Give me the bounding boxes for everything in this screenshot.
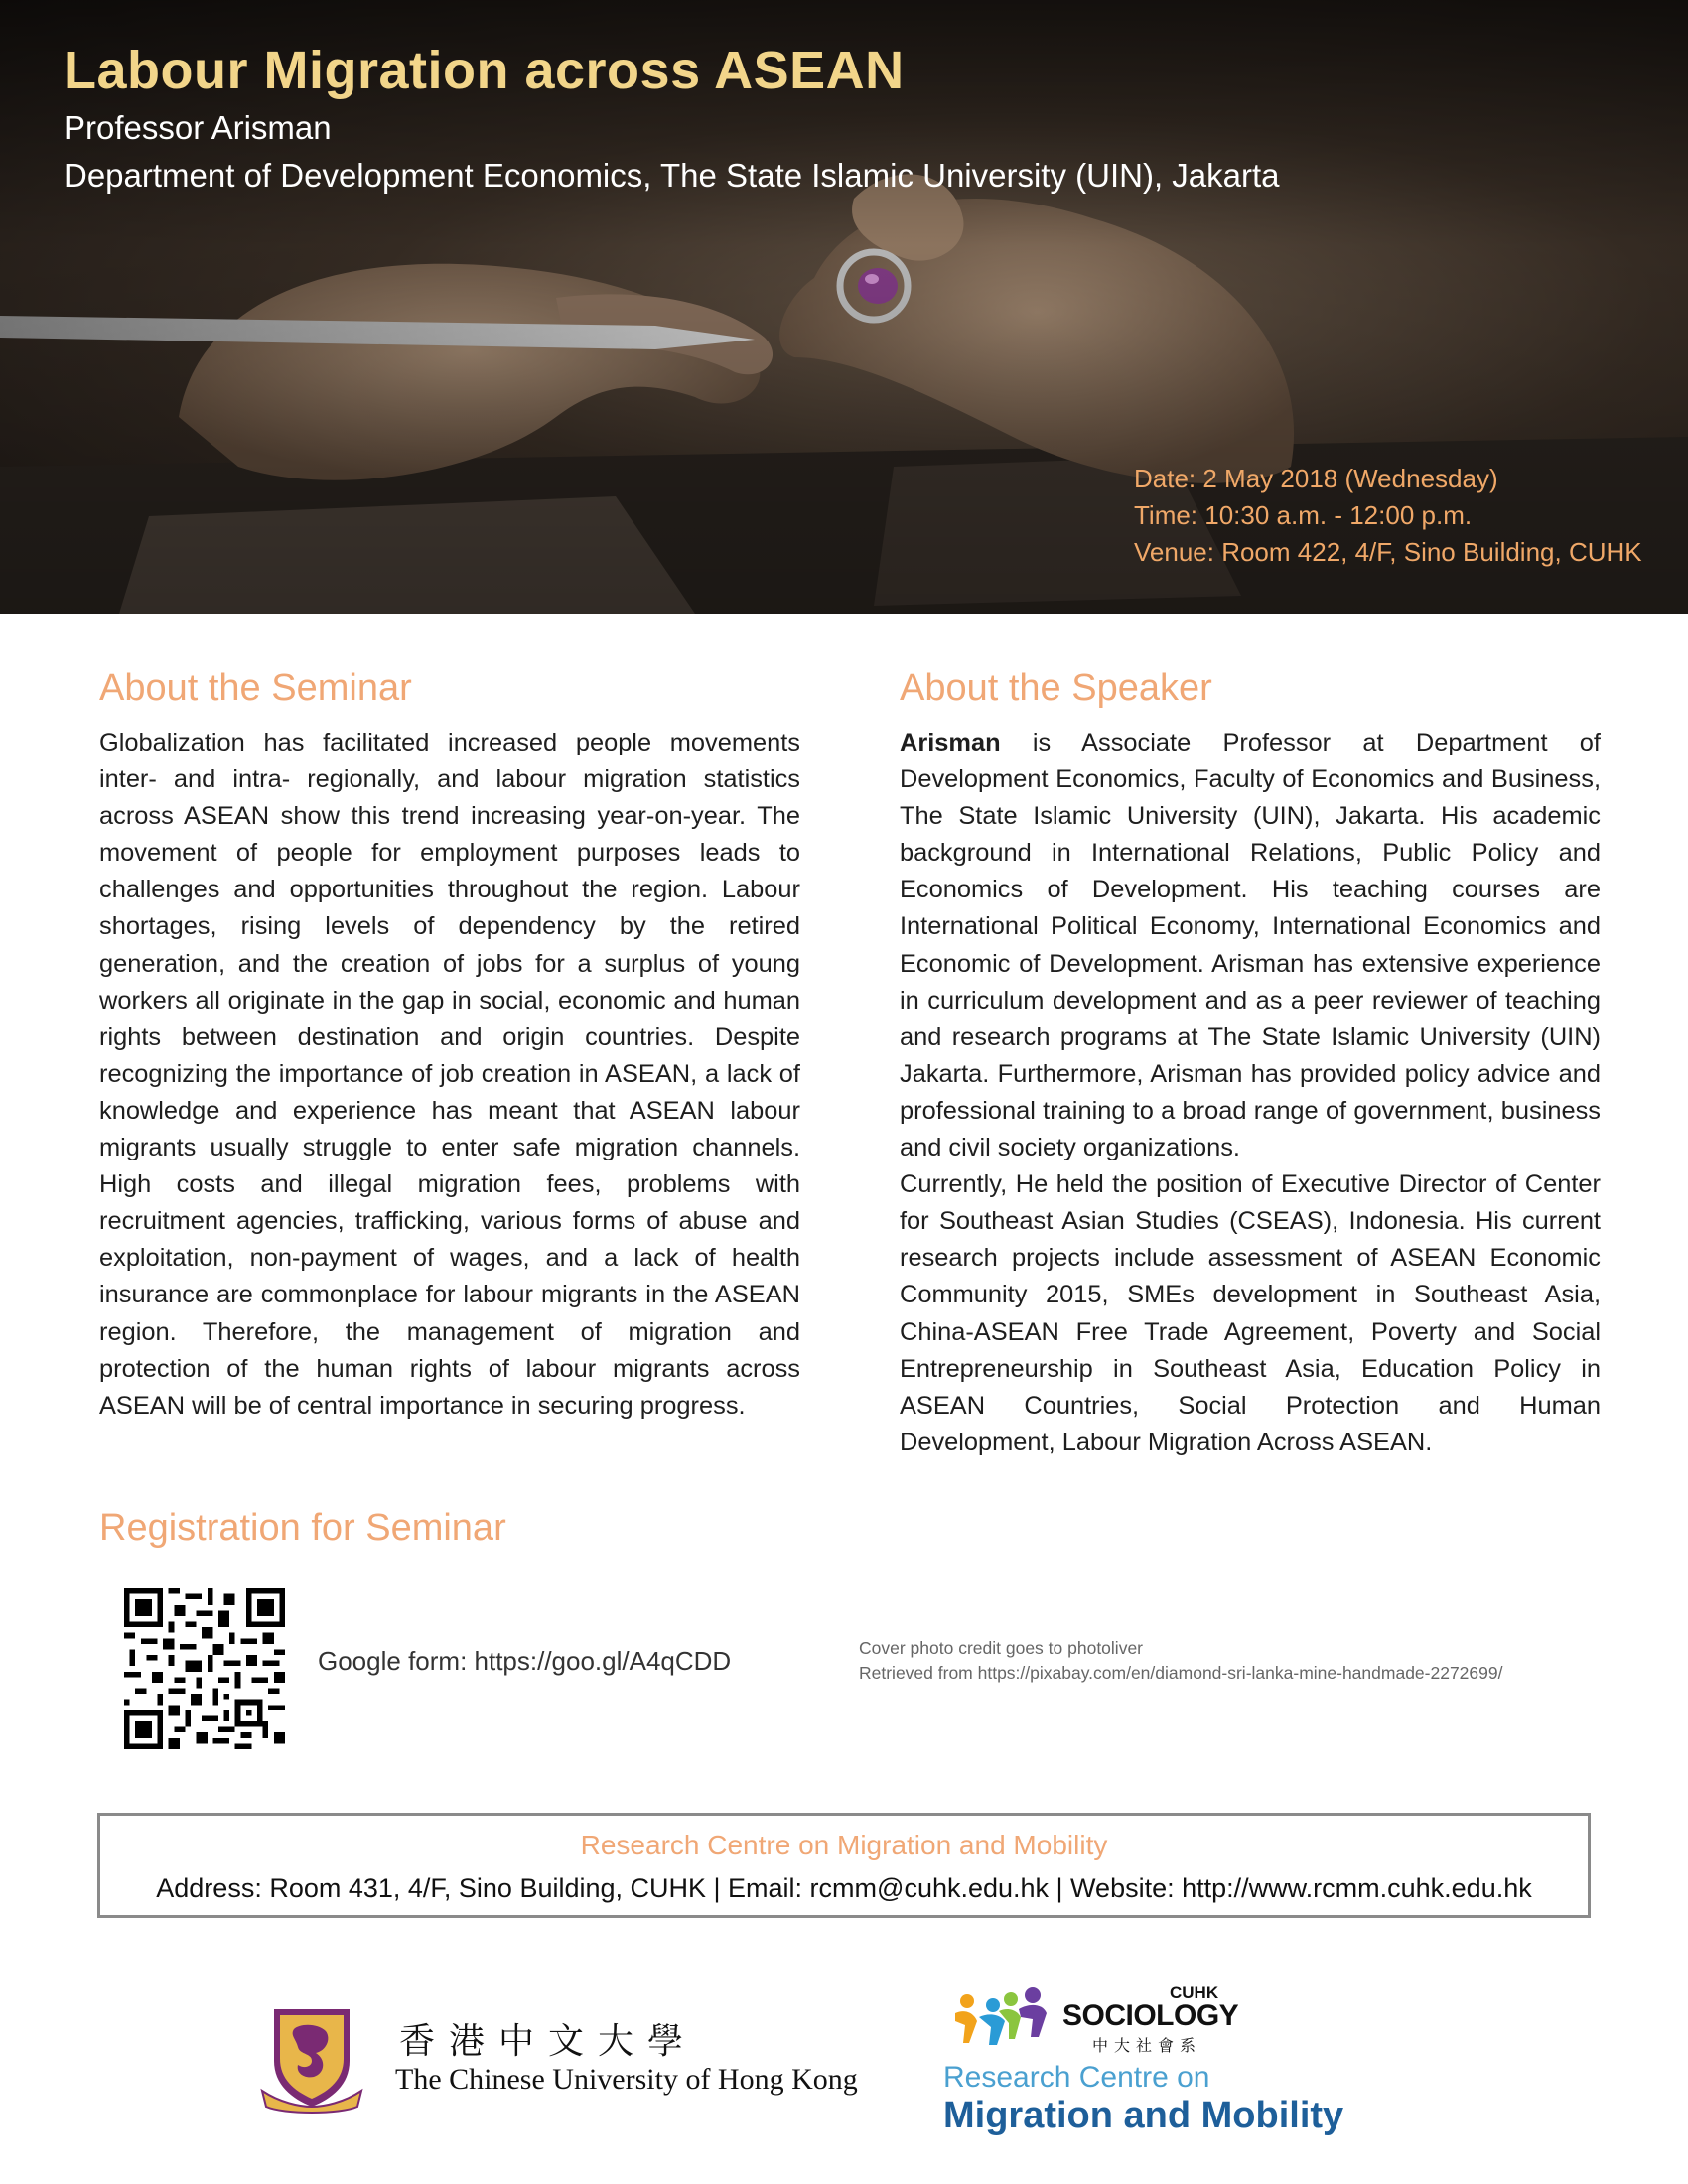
cuhk-logo (260, 2003, 858, 2115)
about-speaker-text (900, 725, 1601, 1461)
rcmm-logo-line-2: Migration and Mobility (943, 2095, 1344, 2136)
registration-heading: Registration for Seminar (99, 1507, 506, 1549)
event-time: Time: 10:30 a.m. - 12:00 p.m. (1134, 500, 1473, 530)
photo-credit-line-2: Retrieved from https://pixabay.com/en/diamond-sri-lanka-mine-handmade-2272699/ (859, 1663, 1503, 1683)
rcmm-sociology-logo (943, 1981, 1380, 2136)
speaker-affiliation: Department of Development Economics, The State Islamic University (UIN), Jakarta (64, 157, 1280, 194)
sociology-chinese-label: 中大社會系 (1092, 2038, 1202, 2055)
about-speaker-heading: About the Speaker (900, 667, 1212, 709)
about-seminar-heading: About the Seminar (99, 667, 412, 709)
speaker-bio-text-1: is Associate Professor at Department of Development Economics, Faculty of Economics and Business, The State Islamic University (UIN), Jakarta. His academic background in International Relations, Public Policy and Economics of Development. His teaching courses are International Political Economy, International Economics and Economic of Development. Arisman has extensive experience in curriculum development and as a peer reviewer of teaching and research programs at The State Islamic University (UIN) Jakarta. Furthermore, Arisman has provided policy advice and professional training to a broad range of government, business and civil society organizations. (900, 729, 1601, 1162)
contact-details: Address: Room 431, 4/F, Sino Building, CUHK | Email: rcmm@cuhk.edu.hk | Website: http://www.rcmm.cuhk.edu.hk (156, 1873, 1532, 1903)
contact-title: Research Centre on Migration and Mobility (580, 1830, 1108, 1860)
seminar-title: Labour Migration across ASEAN (64, 41, 905, 100)
contact-box (97, 1813, 1591, 1918)
rcmm-logo-line-1: Research Centre on (943, 2061, 1210, 2094)
speaker-bio-para-1 (900, 729, 1601, 1161)
sociology-label: SOCIOLOGY (1062, 1999, 1239, 2032)
qr-code-icon[interactable] (124, 1588, 285, 1749)
sociology-figures-icon (949, 1987, 1049, 2047)
sociology-cuhk-label: CUHK (1170, 1983, 1219, 2002)
cuhk-name-english: The Chinese University of Hong Kong (395, 2063, 858, 2096)
event-date: Date: 2 May 2018 (Wednesday) (1134, 464, 1498, 493)
event-venue: Venue: Room 422, 4/F, Sino Building, CUHK (1134, 537, 1642, 567)
photo-credit-line-1: Cover photo credit goes to photoliver (859, 1638, 1143, 1658)
google-form-link[interactable]: Google form: https://goo.gl/A4qCDD (318, 1646, 732, 1676)
speaker-bio-name: Arisman (900, 729, 1001, 756)
about-seminar-text: Globalization has facilitated increased people movements inter- and intra- regionally, and labour migration statistics across ASEAN show this trend increasing year-on-year. The movement of people for employment purposes leads to challenges and opportunities throughout the region. Labour shortages, rising levels of dependency by the retired generation, and the creation of jobs for a surplus of young workers all originate in the gap in social, economic and human rights between destination and origin countries. Despite recognizing the importance of job creation in ASEAN, a lack of knowledge and experience has meant that ASEAN labour migrants usually struggle to enter safe migration channels. High costs and illegal migration fees, problems with recruitment agencies, trafficking, various forms of abuse and exploitation, non-payment of wages, and a lack of health insurance are commonplace for labour migrants in the ASEAN region. Therefore, the management of migration and protection of the human rights of labour migrants across ASEAN will be of central importance in securing progress. (99, 729, 800, 1420)
cuhk-crest-icon (260, 2003, 363, 2115)
speaker-name: Professor Arisman (64, 109, 332, 146)
hero-banner (0, 0, 1688, 614)
event-details (1134, 461, 1642, 571)
photo-credit (859, 1636, 1502, 1686)
speaker-bio-para-2: Currently, He held the position of Executive Director of Center for Southeast Asian Studies (CSEAS), Indonesia. His current research projects include assessment of ASEAN Economic Community 2015, SMEs development in Southeast Asia, China-ASEAN Free Trade Agreement, Poverty and Social Entrepreneurship in Southeast Asia, Education Policy in ASEAN Countries, Social Protection and Human Development, Labour Migration Across ASEAN. (900, 1170, 1601, 1456)
cuhk-name-chinese: 香港中文大學 (399, 2021, 698, 2062)
